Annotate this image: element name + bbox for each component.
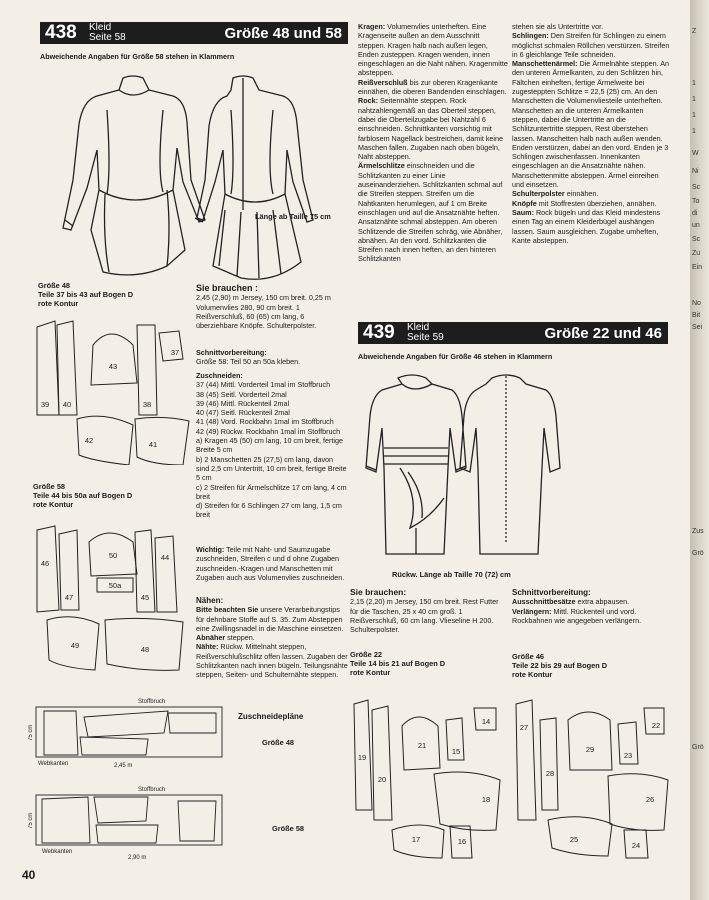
height-label: 75 cm [28, 812, 34, 829]
piece-label: 41 [148, 440, 158, 449]
pattern-pieces-46 [512, 690, 670, 860]
sewing-final-438: stehen sie als Untertritte vor. Schlingen: Den Streifen für Schlingen zu einem möglichst schmalen Röllchen verstürzen. Streifen in 6 gleichlange Teile schneiden. Manschettenärmel: Die Ärmelnähte steppen. An den unteren Ärmelkanten, zu den Schlitzen hin, Fältchen einheften, fertige Ärmelweite bei zugesteppten Schlitze = 22,5 (25) cm. An den Manschetten die Volumenvliesteile unterheften. Manschetten an die unteren Ärmelkanten steppen, dabei die Untertritte an die Schlitzuntertritte steppen, Rest überstehen lassen. Manschetten halb nach außen wenden. Enden verstürzen, dabei an den vord. Enden je 3 Schlingen zwischenfassen. Innenkanten eingeschlagen an die Ansatznähte nähen. Manschettenmitte absteppen. Ärmel einreihen und einsetzen. Schulterpolster einnähen. Knöpfe mit Stoffresten überziehen, annähen. Saum: Rock bügeln und das Kleid mindestens einen Tag an einem Kleiderbügel aushängen lassen. Saum ausgleichen. Zugabe umheften, Kante absteppen. [512, 22, 670, 245]
size-range: Größe 22 und 46 [544, 324, 662, 342]
piece-label: 29 [585, 745, 595, 754]
piece-label: 50a [108, 581, 122, 590]
next-page-edge: Z 1 1 1 1 W Ni Sc To di un Sc Zu Ein No Bit Sei Zus Grö Grö [690, 0, 709, 900]
page-edge-shadow [690, 0, 709, 900]
size-range: Größe 48 und 58 [224, 24, 342, 42]
pattern-header-438 [40, 22, 348, 44]
piece-label: 24 [631, 841, 641, 850]
piece-label: 27 [519, 723, 529, 732]
layout-58-caption: Größe 58 [272, 824, 305, 833]
length-caption: Rückw. Länge ab Taille 70 (72) cm [392, 570, 511, 579]
piece-label: 19 [357, 753, 367, 762]
material-list-438: Sie brauchen : 2,45 (2,90) m Jersey, 150 cm breit. 0,25 m Volumenvlies 280, 90 cm breit. 1 Reißverschluß, 60 (65) cm lang, 6 überziehbare Knöpfe. Schulterpolster. [196, 283, 331, 331]
size-note: Abweichende Angaben für Größe 58 stehen in Klammern [40, 52, 235, 61]
pattern-prep-438: Schnittvorbereitung: Größe 58: Teil 50 an 50a kleben. [196, 348, 301, 367]
length-caption: Länge ab Taille 75 cm [255, 212, 331, 221]
piece-label: 17 [411, 835, 421, 844]
piece-label: 20 [377, 775, 387, 784]
pattern-pieces-48 [33, 315, 193, 465]
material-list-439: Sie brauchen: 2,15 (2,20) m Jersey, 150 cm breit. Rest Futter für die Taschen, 25 x 40 cm groß. 1 Reißverschluß, 60 cm lang. Vlieseline H 200. Schulterpolster. [350, 587, 499, 635]
piece-label: 28 [545, 769, 555, 778]
layout-title: Zuschneidepläne [238, 712, 304, 721]
size-58-label: Größe 58 Teile 44 bis 50a auf Bogen D rote Kontur [33, 482, 133, 509]
piece-label: 25 [569, 835, 579, 844]
sewing-438: Nähen: Bitte beachten Sie unsere Verarbeitungstips für dehnbare Stoffe auf S. 35. Zum Absteppen eine Zwillingsnadel in die Maschine einsetzen. Abnäher steppen. Nähte: Rückw. Mittelnaht steppen, Reißverschlußschlitz offen lassen. Zugaben der Schlitzkanten nach innen bügeln. Teilungsnähte steppen, Seiten- und Schulternähte steppen. [196, 596, 348, 680]
piece-label: 18 [481, 795, 491, 804]
important-note-438: Wichtig: Teile mit Naht- und Saumzugabe zuschneiden, Streifen c und d ohne Zugaben zuschneiden.-Kragen und Manschetten mit Zugaben auch aus Volumenvlies zuschneiden. [196, 545, 345, 582]
size-48-label: Größe 48 Teile 37 bis 43 auf Bogen D rote Kontur [38, 281, 134, 308]
size-46-label: Größe 46 Teile 22 bis 29 auf Bogen D rote Kontur [512, 652, 608, 679]
pattern-pieces-58 [33, 520, 193, 680]
pattern-kind: Kleid Seite 59 [407, 322, 444, 343]
piece-label: 14 [481, 717, 491, 726]
pattern-header-439 [358, 322, 668, 344]
piece-label: 47 [64, 593, 74, 602]
piece-label: 45 [140, 593, 150, 602]
pattern-pieces-22 [350, 690, 505, 860]
page-number: 40 [22, 868, 36, 882]
cutting-list-438: Zuschneiden: 37 (44) Mittl. Vorderteil 1mal im Stoffbruch 38 (45) Seitl. Vorderteil 2mal 39 (46) Mittl. Rückenteil 2mal 40 (47) Seitl. Rückenteil 2mal 41 (48) Vord. Rockbahn 1mal im Stoffbruch 42 (49) Rückw. Rockbahn 1mal im Stoffbruch a) Kragen 45 (50) cm lang, 10 cm breit, fertige Breite 5 cm b) 2 Manschetten 25 (27,5) cm lang, davon sind 2,5 cm Untertritt, 10 cm breit, fertige Breite 5 cm c) 2 Streifen für Ärmelschlitze 17 cm lang, 4 cm breit d) Streifen für 6 Schlingen 27 cm lang, 1,5 cm breit [196, 371, 347, 520]
piece-label: 44 [160, 553, 170, 562]
piece-label: 40 [62, 400, 72, 409]
width-label: 2,45 m [114, 763, 133, 769]
pattern-number: 439 [363, 322, 395, 343]
piece-label: 46 [40, 559, 50, 568]
pattern-kind: Kleid Seite 58 [89, 22, 126, 43]
piece-label: 48 [140, 645, 150, 654]
piece-label: 15 [451, 747, 461, 756]
dress-illustration-439 [360, 368, 590, 568]
piece-label: 21 [417, 741, 427, 750]
piece-label: 42 [84, 436, 94, 445]
piece-label: 22 [651, 721, 661, 730]
piece-label: 16 [457, 837, 467, 846]
piece-label: 39 [40, 400, 50, 409]
piece-label: 38 [142, 400, 152, 409]
piece-label: 50 [108, 551, 118, 560]
sewing-continued-438: Kragen: Volumenvlies unterheften. Eine Kragenseite außen an dem Ausschnitt steppen. Kragen halb nach außen legen, Enden zusteppen. Kragen wenden, innen eingeschlagen an die Naht nähen. Kragenmitte absteppen. Reißverschluß bis zur oberen Kragenkante einnähen, die oberen Bandenden einschlagen. Rock: Seitennähte steppen. Rock nahtzahlengemäß an das Oberteil steppen, dabei die Oberteilzugabe bei Nahtzahl 6 einschneiden. Schnittkanten vorsichtig mit farblosem Nagellack bestreichen, damit keine Maschen fallen. Zugaben nach oben bügeln, Naht absteppen. Ärmelschlitze einschneiden und die Schlitzkanten zu einer Linie auseinanderziehen. Schlitzkanten schmal auf die Streifen steppen. Streifen um die Nahtkanten herumlegen, auf 1 cm Breite einschlagen und auf die Ansatznähte heften. Ansatznähte schmal absteppen. Am oberen Schlitzende die Streifen schräg, wie Abnäher, abnähen. An den vord. Schlitzkanten die Streifen nach innen heften, an den hinteren Schlitzkanten [358, 22, 508, 264]
height-label: 75 cm [28, 724, 34, 741]
pattern-number: 438 [45, 22, 77, 43]
size-note: Abweichende Angaben für Größe 46 stehen in Klammern [358, 352, 553, 361]
width-label: 2,90 m [128, 855, 147, 861]
pattern-prep-439: Schnittvorbereitung: Ausschnittbesätze extra abpausen. Verlängern: Mittl. Rückenteil und vord. Rockbahnen wie angegeben verlängern. [512, 588, 642, 625]
fold-label: Stoffbruch [138, 787, 166, 793]
piece-label: 49 [70, 641, 80, 650]
piece-label: 26 [645, 795, 655, 804]
selvage-label: Webkanten [42, 849, 73, 855]
selvage-label: Webkanten [38, 761, 69, 767]
piece-label: 23 [623, 751, 633, 760]
size-22-label: Größe 22 Teile 14 bis 21 auf Bogen D rote Kontur [350, 650, 446, 677]
layout-48-caption: Größe 48 [262, 738, 295, 747]
dress-illustration-438 [45, 70, 350, 295]
piece-label: 43 [108, 362, 118, 371]
fold-label: Stoffbruch [138, 699, 166, 705]
cutting-layouts [28, 693, 228, 863]
piece-label: 37 [170, 348, 180, 357]
